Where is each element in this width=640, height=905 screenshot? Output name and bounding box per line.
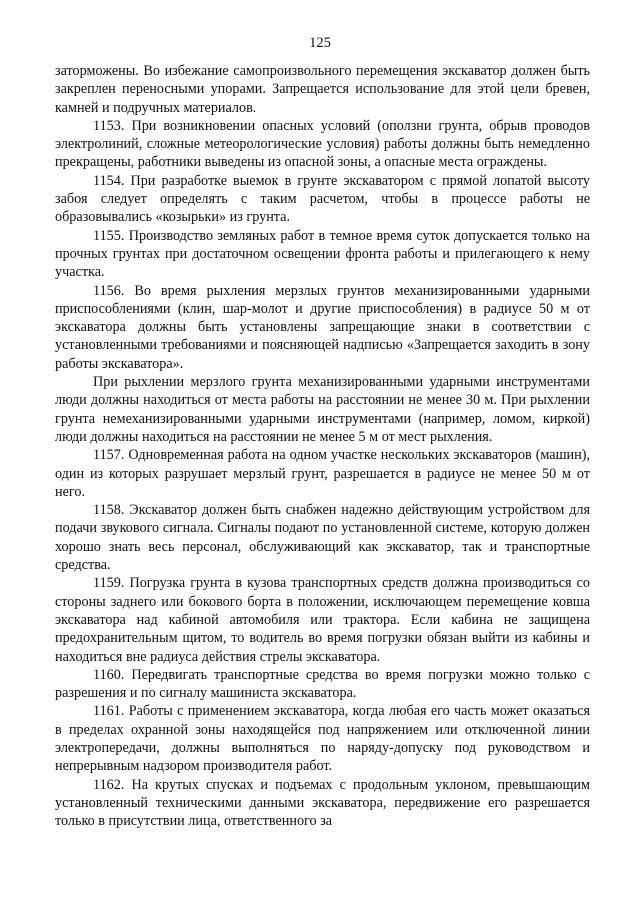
paragraph-1162: 1162. На крутых спусках и подъемах с продольным уклоном, превышающим установленный техническими данными экскаватора, передвижение его разрешается только в присутствии лица, ответственного за bbox=[55, 776, 590, 830]
paragraph-1155: 1155. Производство земляных работ в темное время суток допускается только на прочных грунтах при достаточном освещении фронта работы и прилегающего к нему участка. bbox=[55, 227, 590, 281]
paragraph-1157: 1157. Одновременная работа на одном участке нескольких экскаваторов (машин), один из которых разрушает мерзлый грунт, разрешается в радиусе не менее 50 м от него. bbox=[55, 447, 590, 500]
paragraph-1158: 1158. Экскаватор должен быть снабжен надежно действующим устройством для подачи звукового сигнала. Сигналы подают по установленной системе, которую должен хорошо знать весь персонал, обслуживающий как экскаватор, так и транспортные средства. bbox=[55, 502, 590, 574]
body-text bbox=[55, 62, 590, 830]
paragraph-1156-continued: При рыхлении мерзлого грунта механизированными ударными инструментами люди должны находиться от места работы на расстоянии не менее 30 м. При рыхлении грунта немеханизированными ударными инструментами (например, ломом, киркой) люди должны находиться на расстоянии не менее 5 м от мест рыхления. bbox=[55, 374, 590, 445]
paragraph-1154: 1154. При разработке выемок в грунте экскаватором с прямой лопатой высоту забоя следует определять с таким расчетом, чтобы в процессе работы не образовывались «козырьки» из грунта. bbox=[55, 172, 590, 226]
page-number: 125 bbox=[309, 35, 331, 51]
paragraph-1153: 1153. При возникновении опасных условий (оползни грунта, обрыв проводов электролиний, сложные метеорологические условия) работы должны быть немедленно прекращены, работники выведены из опасной зоны, а опасные места ограждены. bbox=[55, 117, 590, 171]
paragraph-1156: 1156. Во время рыхления мерзлых грунтов механизированными ударными приспособлениями (клин, шар-молот и другие приспособления) в радиусе 50 м от экскаватора должны быть установлены запрещающие знаки в соответствии с установленными требованиями и поясняющей надписью «Запрещается заходить в зону работы экскаватора». bbox=[55, 282, 590, 372]
paragraph-1161: 1161. Работы с применением экскаватора, когда любая его часть может оказаться в пределах охранной зоны находящейся под напряжением или отключенной линии электропередачи, должны выполняться по наряду-допуску под руководством и непрерывным надзором производителя работ. bbox=[55, 703, 590, 775]
paragraph-continuation: заторможены. Во избежание самопроизвольного перемещения экскаватор должен быть закреплен переносными упорами. Запрещается использование для этой цели бревен, камней и подручных материалов. bbox=[55, 63, 590, 116]
paragraph-1160: 1160. Передвигать транспортные средства во время погрузки можно только с разрешения и по сигналу машиниста экскаватора. bbox=[55, 666, 590, 702]
paragraph-1159: 1159. Погрузка грунта в кузова транспортных средств должна производиться со стороны заднего или бокового борта в положении, исключающем перемещение ковша экскаватора над кабиной автомобиля или трактора. Если кабина не защищена предохранительным щитом, то водитель во время погрузки обязан выйти из кабины и находиться вне радиуса действия стрелы экскаватора. bbox=[55, 575, 590, 665]
